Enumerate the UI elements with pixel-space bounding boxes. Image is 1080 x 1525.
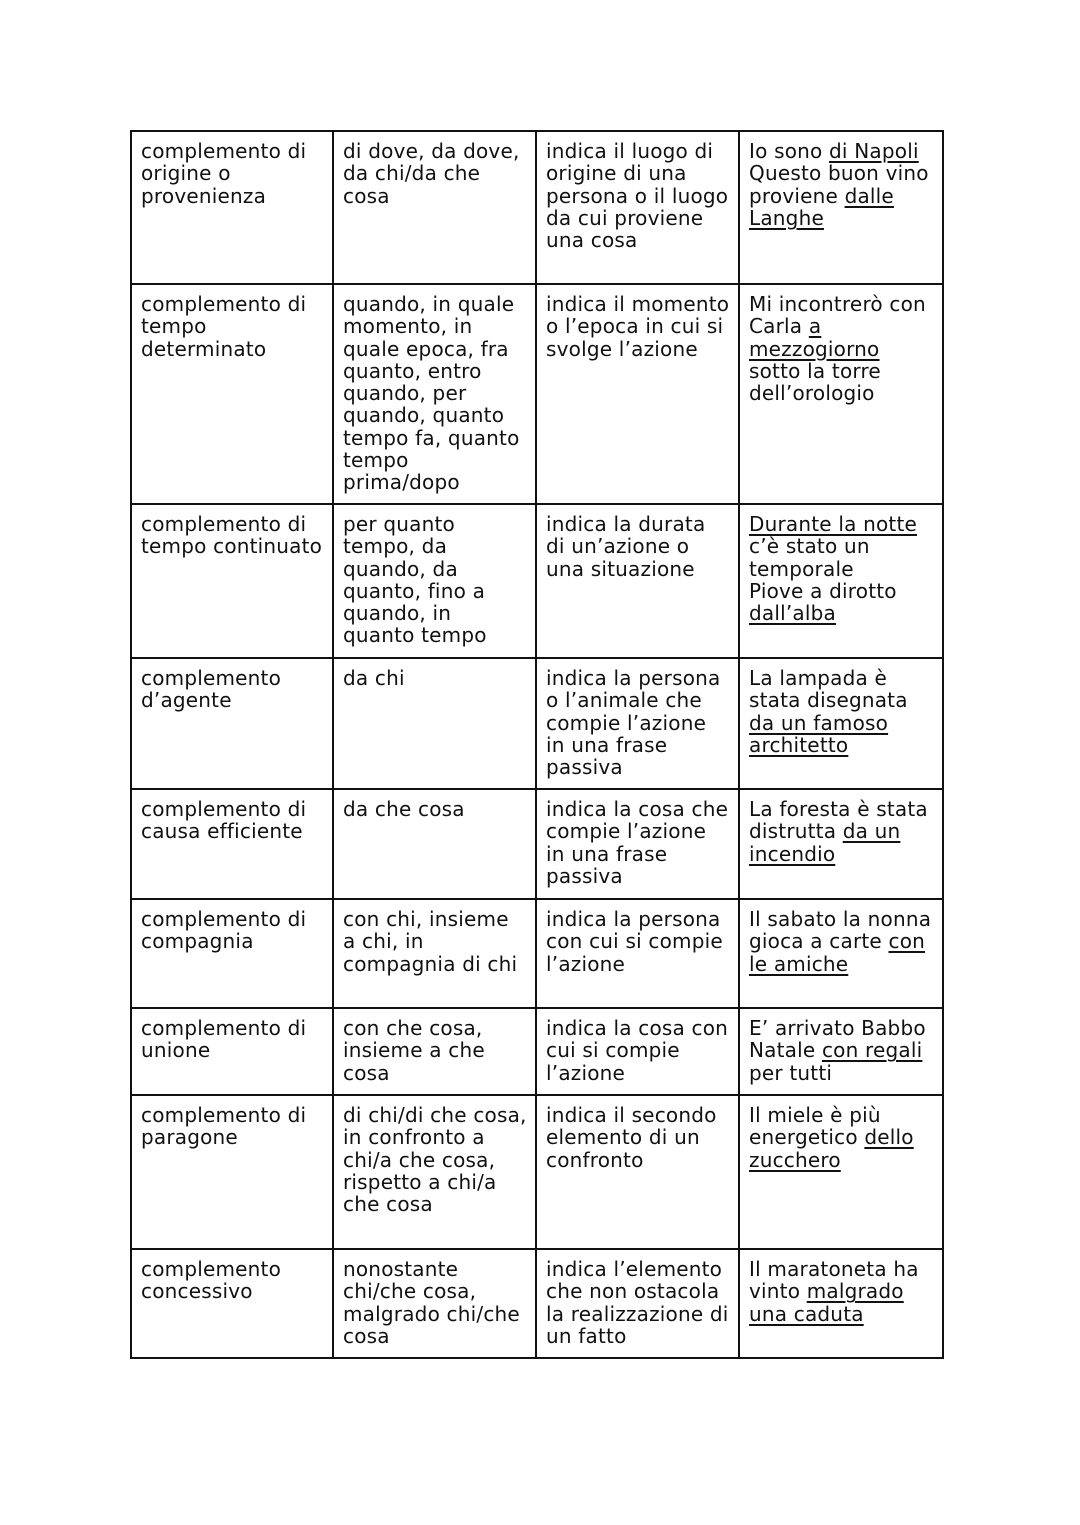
question-cell: per quanto tempo, da quando, da quanto, fino a quando, in quanto tempo <box>333 504 536 658</box>
example-highlight: malgrado una caduta <box>749 1279 904 1326</box>
example-text: Il sabato la nonna gioca a carte <box>749 907 932 954</box>
question-cell: da che cosa <box>333 789 536 899</box>
example-highlight: di Napoli <box>829 139 919 163</box>
example-highlight: con regali <box>821 1038 923 1063</box>
example-text: Mi incontrerò con Carla <box>749 292 926 339</box>
example-cell <box>739 1249 943 1358</box>
complement-name-cell: complemento concessivo <box>131 1249 333 1358</box>
example-cell <box>739 899 943 1008</box>
example-highlight: dello zucchero <box>749 1125 914 1172</box>
example-cell <box>739 1095 943 1249</box>
complement-name-cell: complemento di paragone <box>131 1095 333 1249</box>
meaning-cell: indica la persona o l’animale che compie l’azione in una frase passiva <box>536 658 739 789</box>
example-text: Questo buon vino proviene <box>749 161 929 208</box>
example-highlight: dalle Langhe <box>749 183 894 230</box>
meaning-cell: indica la cosa con cui si compie l’azione <box>536 1008 739 1095</box>
table-row <box>131 131 943 284</box>
example-cell <box>739 1008 943 1095</box>
example-cell <box>739 658 943 789</box>
meaning-cell: indica la durata di un’azione o una situazione <box>536 504 739 658</box>
table-body <box>131 131 943 1358</box>
example-cell <box>739 504 943 658</box>
example-text: Piove a dirotto <box>749 578 897 603</box>
question-cell: con chi, insieme a chi, in compagnia di chi <box>333 899 536 1008</box>
complements-table <box>130 130 944 1359</box>
table-row <box>131 504 943 658</box>
example-text: E’ arrivato Babbo Natale <box>749 1016 926 1063</box>
example-cell <box>739 284 943 504</box>
complement-name-cell: complemento di tempo continuato <box>131 504 333 658</box>
meaning-cell: indica il momento o l’epoca in cui si svolge l’azione <box>536 284 739 504</box>
question-cell: da chi <box>333 658 536 789</box>
example-highlight: da un famoso architetto <box>749 710 889 757</box>
table-row <box>131 899 943 1008</box>
meaning-cell: indica l’elemento che non ostacola la realizzazione di un fatto <box>536 1249 739 1358</box>
complement-name-cell: complemento di origine o provenienza <box>131 131 333 284</box>
meaning-cell: indica la persona con cui si compie l’azione <box>536 899 739 1008</box>
example-highlight: Durante la notte <box>749 512 918 536</box>
meaning-cell: indica il luogo di origine di una persona o il luogo da cui proviene una cosa <box>536 131 739 284</box>
example-text: c’è stato un temporale <box>749 534 870 581</box>
example-highlight: da un incendio <box>749 819 901 866</box>
table-row <box>131 789 943 899</box>
example-highlight: dall’alba <box>749 601 836 626</box>
complement-name-cell: complemento di tempo determinato <box>131 284 333 504</box>
complement-name-cell: complemento di causa efficiente <box>131 789 333 899</box>
table-row <box>131 1095 943 1249</box>
example-text: sotto la torre dell’orologio <box>749 358 881 406</box>
question-cell: di dove, da dove, da chi/da che cosa <box>333 131 536 284</box>
question-cell: nonostante chi/che cosa, malgrado chi/che cosa <box>333 1249 536 1358</box>
example-highlight: a mezzogiorno <box>749 314 880 361</box>
question-cell: quando, in quale momento, in quale epoca, fra quanto, entro quando, per quando, quanto tempo fa, quanto tempo prima/dopo <box>333 284 536 504</box>
complement-name-cell: complemento di compagnia <box>131 899 333 1008</box>
table-row <box>131 658 943 789</box>
example-text: La foresta è stata distrutta <box>749 797 928 844</box>
example-text: Il maratoneta ha vinto <box>749 1257 919 1304</box>
complement-name-cell: complemento d’agente <box>131 658 333 789</box>
example-highlight: con le amiche <box>749 929 926 976</box>
example-text: per tutti <box>749 1060 833 1085</box>
table-row <box>131 284 943 504</box>
meaning-cell: indica il secondo elemento di un confronto <box>536 1095 739 1249</box>
question-cell: con che cosa, insieme a che cosa <box>333 1008 536 1095</box>
example-cell <box>739 131 943 284</box>
table-row <box>131 1008 943 1095</box>
example-text: Il miele è più energetico <box>749 1103 881 1150</box>
question-cell: di chi/di che cosa, in confronto a chi/a che cosa, rispetto a chi/a che cosa <box>333 1095 536 1249</box>
example-text: La lampada è stata disegnata <box>749 666 908 713</box>
complement-name-cell: complemento di unione <box>131 1008 333 1095</box>
example-cell <box>739 789 943 899</box>
meaning-cell: indica la cosa che compie l’azione in una frase passiva <box>536 789 739 899</box>
table-row <box>131 1249 943 1358</box>
example-text: Io sono <box>749 139 830 163</box>
